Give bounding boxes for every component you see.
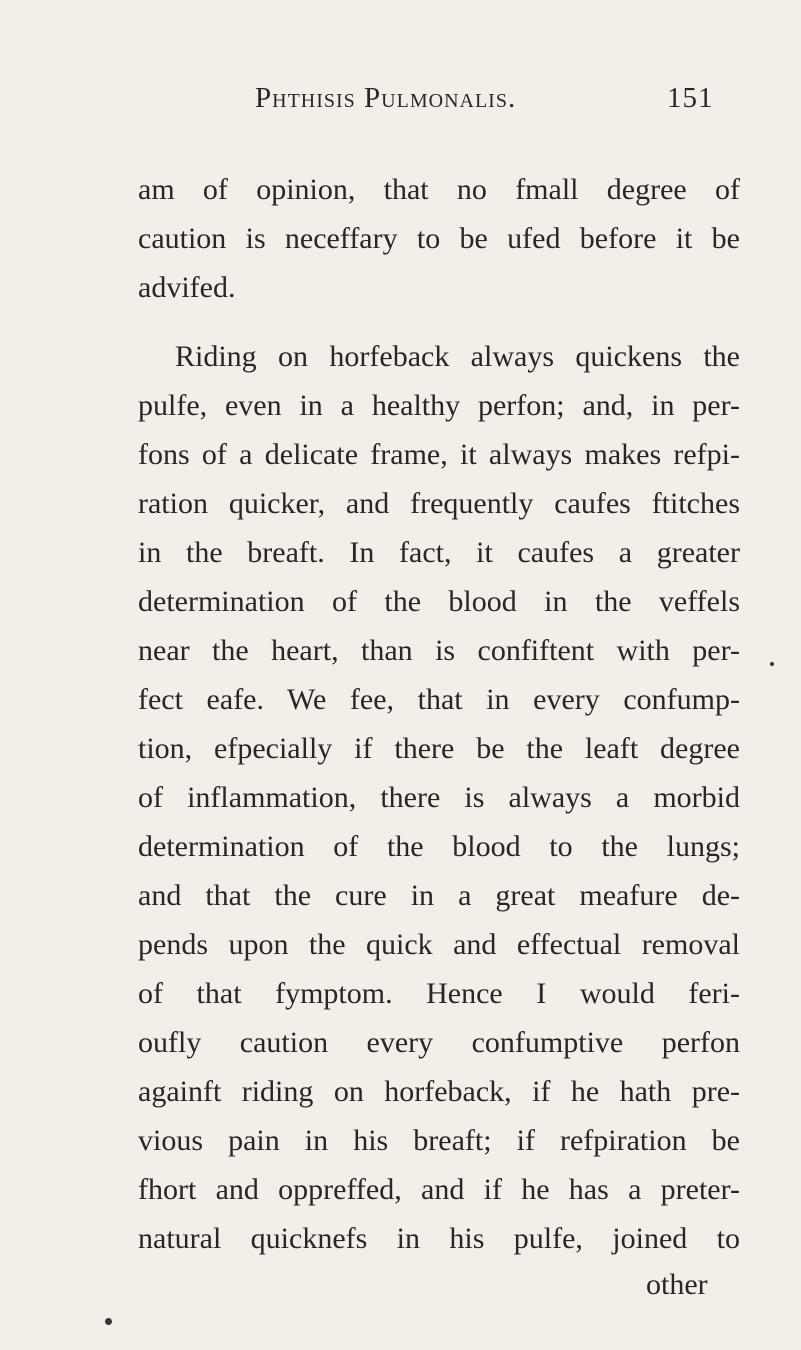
text-line: fons of a delicate frame, it always makes refpi- bbox=[138, 438, 740, 471]
text-line: pulfe, even in a healthy perfon; and, in per- bbox=[138, 389, 740, 422]
text-line: near the heart, than is confiftent with per- bbox=[138, 634, 740, 667]
text-line: oufly caution every confumptive perfon bbox=[138, 1026, 740, 1059]
text-line: advifed. bbox=[138, 271, 236, 304]
text-line: of that fymptom. Hence I would feri- bbox=[138, 977, 740, 1010]
page-number: 151 bbox=[667, 82, 714, 114]
text-line: determination of the blood in the veffels bbox=[138, 585, 740, 618]
text-line: againft riding on horfeback, if he hath pre- bbox=[138, 1075, 740, 1108]
text-line: fect eafe. We fee, that in every confump- bbox=[138, 683, 740, 716]
ink-speck bbox=[770, 662, 774, 666]
text-line: in the breaft. In fact, it caufes a greater bbox=[138, 536, 740, 569]
text-line: pends upon the quick and effectual removal bbox=[138, 928, 740, 961]
text-line: natural quicknefs in his pulfe, joined to bbox=[138, 1222, 740, 1255]
text-line: fhort and oppreffed, and if he has a preter- bbox=[138, 1173, 740, 1206]
text-line: tion, efpecially if there be the leaft degree bbox=[138, 732, 740, 765]
running-head-title: Phthisis Pulmonalis. bbox=[255, 82, 517, 114]
text-line: determination of the blood to the lungs; bbox=[138, 830, 740, 863]
text-line: and that the cure in a great meafure de- bbox=[138, 879, 740, 912]
text-line: vious pain in his breaft; if refpiration be bbox=[138, 1124, 740, 1157]
text-line: of inflammation, there is always a morbid bbox=[138, 781, 740, 814]
paragraph-first-line: Riding on horfeback always quickens the bbox=[175, 340, 740, 373]
catchword: other bbox=[646, 1268, 708, 1301]
text-line: am of opinion, that no fmall degree of bbox=[138, 173, 740, 206]
text-line: caution is neceffary to be ufed before it be bbox=[138, 222, 740, 255]
text-line: ration quicker, and frequently caufes ftitches bbox=[138, 487, 740, 520]
ink-speck bbox=[105, 1318, 112, 1325]
